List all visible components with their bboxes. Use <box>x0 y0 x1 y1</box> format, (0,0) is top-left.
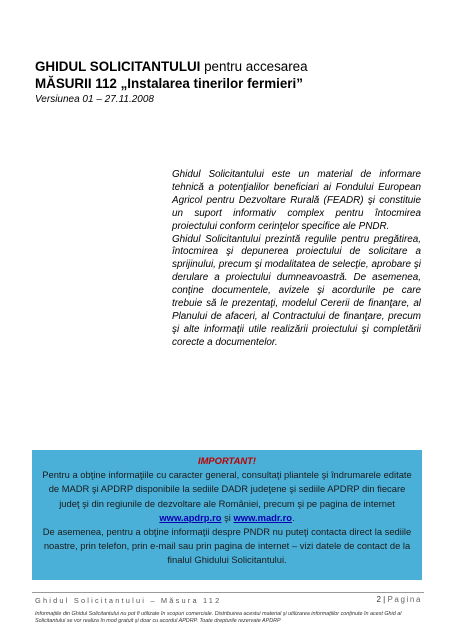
footer-divider <box>32 592 424 593</box>
intro-text <box>172 169 421 350</box>
notice-title: IMPORTANT! <box>198 455 256 466</box>
madr-link[interactable]: www.madr.ro <box>233 511 293 523</box>
footer-page-indicator <box>376 595 422 604</box>
notice-paragraph-2: De asemenea, pentru a obţine informaţii despre PNDR nu puteţi contacta direct la sediile noastre, prin telefon, prin e-mail sau prin pagina de internet – vizi datele de contact de la finalul Ghidului Solicitantului. <box>42 526 412 566</box>
apdrp-link[interactable]: www.apdrp.ro <box>159 511 222 523</box>
notice-text-before-links: Pentru a obţine informaţiile cu caracter general, consultaţi pliantele şi îndrumarele editate de MADR şi APDRP disponibile la sediile DADR judeţene şi sediile APDRP din fiecare judeţ şi din regiunile de dezvoltare ale României, precum şi pe pagina de internet <box>42 469 412 509</box>
measure-title-text: MĂSURII 112 „Instalarea tinerilor fermieri” <box>35 76 303 91</box>
guide-title-rest: pentru accesarea <box>200 59 308 74</box>
page-number: 2 <box>376 595 381 604</box>
notice-text-after-links: . <box>292 511 295 523</box>
guide-title <box>35 58 425 75</box>
footer-disclaimer: Informaţiile din Ghidul Solicitantului nu pot fi utilizate în scopuri comerciale. Distribuirea acestui material şi utilizarea informaţiilor conţinute în acest Ghid al Solicitantului se vor realiza în mod gratuit şi doar cu acordul APDRP. Toate drepturile rezervate APDRP <box>35 611 402 625</box>
page-label: Pagina <box>387 595 422 604</box>
title-block <box>35 58 425 107</box>
measure-title <box>35 75 425 92</box>
page-separator: | <box>383 595 386 604</box>
important-notice-box <box>32 450 422 580</box>
guide-title-bold: GHIDUL SOLICITANTULUI <box>35 59 201 74</box>
notice-paragraph-1 <box>42 468 412 525</box>
footer-document-name: Ghidul Solicitantului – Măsura 112 <box>35 596 222 605</box>
notice-text-between-links: şi <box>221 511 234 523</box>
intro-paragraph-1: Ghidul Solicitantului este un material de informare tehnică a potenţialilor beneficiari ai Fondului European Agricol pentru Dezvoltare Rurală (FEADR) şi constituie un suport informativ complex pentru întocmirea proiectului conform cerinţelor specifice ale PNDR. <box>172 169 421 232</box>
intro-paragraph-2: Ghidul Solicitantului prezintă regulile pentru pregătirea, întocmirea şi depunerea proiectului de solicitare a sprijinului, precum şi modalitatea de selecţie, aprobare şi derulare a proiectului dumneavoastră. De asemenea, conţine documentele, avizele şi acordurile pe care trebuie să le prezentaţi, modelul Cererii de finanţare, al Planului de afaceri, al Contractului de finanţare, precum şi alte informaţii utile realizării proiectului şi completării corecte a documentelor. <box>172 233 421 348</box>
version-label: Versiunea 01 – 27.11.2008 <box>35 94 154 105</box>
